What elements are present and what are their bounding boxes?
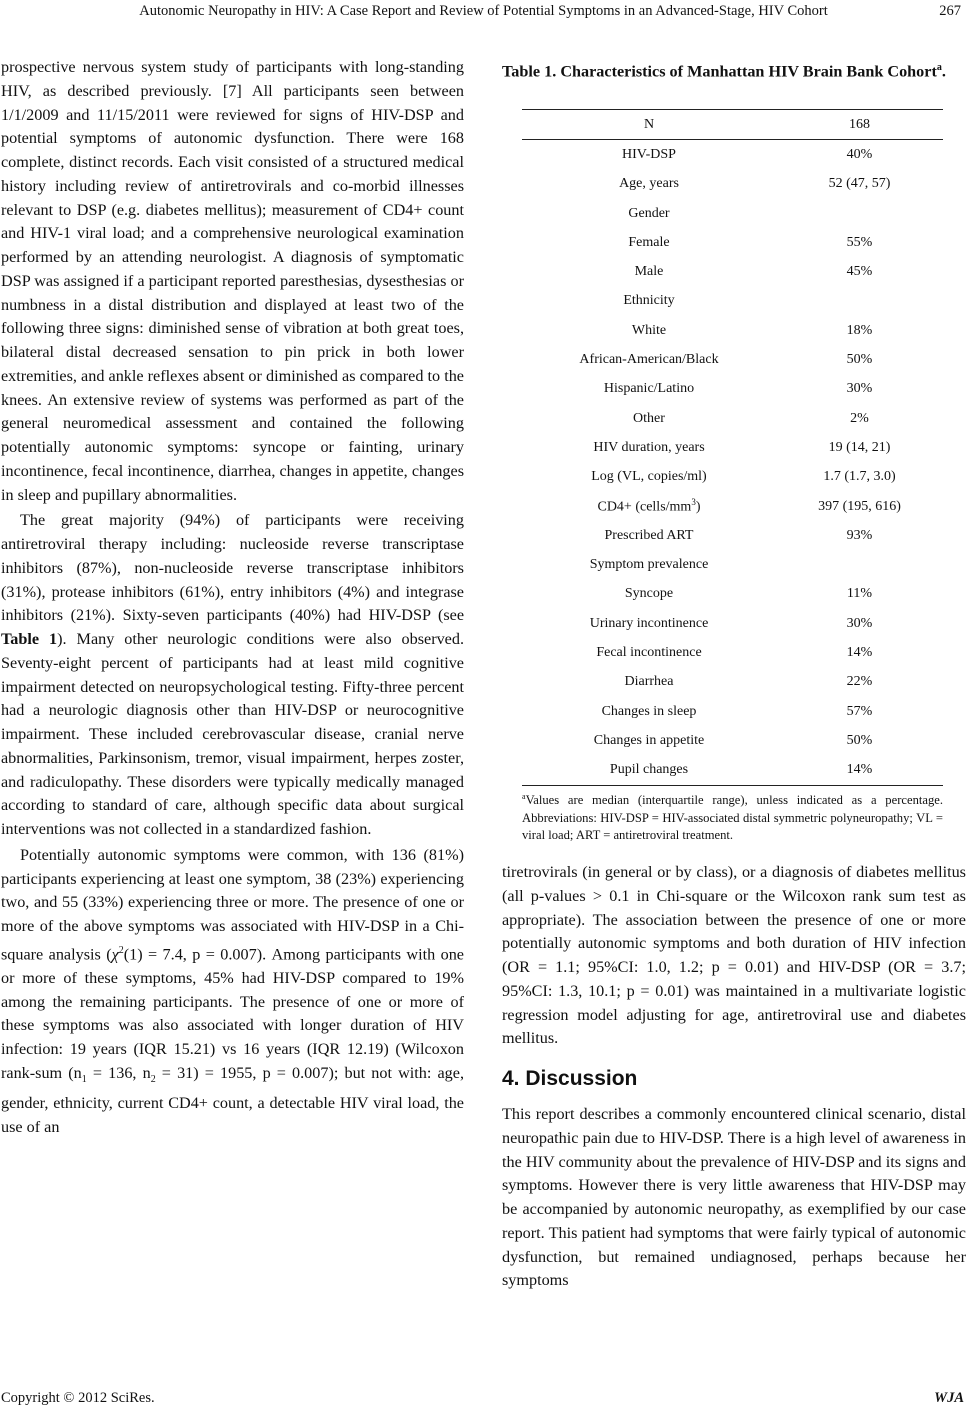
table-reference-link[interactable]: Table 1 [1,630,58,648]
table-row [522,638,943,667]
symptoms-text-d: = 31) = 1955, p = 0.007); but not with: age, gender, ethnicity, current CD4+ count, a detectable HIV viral load, the use of an [1,1063,464,1136]
table-label-cell: Syncope [624,586,674,602]
table-row [522,257,943,286]
table-row [522,433,943,462]
symptoms-text-a: Potentially autonomic symptoms were common, with 136 (81%) participants experiencing at least one symptom, 38 (23%) experiencing two, and 55 (33%) experiencing three or more. The presence of one or more of the above symptoms was associated with HIV-DSP in a Chi-square analysis ( [1,845,464,964]
table-label-cell: Changes in appetite [593,732,705,748]
paragraph-methods: prospective nervous system study of participants with long-standing HIV, as described previously. [7] All participants seen between 1/1/2009 and 11/15/2011 were reviewed for signs of HIV-DSP and potential symptoms of autonomic dysfunction. There were 168 complete, distinct records. Each visit consisted of a structured medical history including review of antiretrovirals and co-morbid illnesses relevant to DSP (e.g. diabetes mellitus); measurement of CD4+ count and HIV-1 viral load; and a comprehensive neurological examination performed by an attending neurologist. A diagnosis of symptomatic DSP was assigned if a participant reported paresthesias, dysesthesias or numbness in a distal distribution and displayed at least two of the following three signs: diminished sense of vibration at both great toes, bilateral distal decreased sensation to pin prick in both lower extremities, and ankle reflexes absent or diminished as compared to the knees. An extensive review of systems was performed as part of the general neuromedical assessment and contained the following potentially autonomic symptoms: syncope or fainting, urinary incontinence, fecal incontinence, diarrhea, changes in appetite, changes in sleep and pupillary abnormalities. [1,58,464,504]
table-value-cell [776,550,943,579]
footnote-text: Values are median (interquartile range), unless indicated as a percentage. Abbreviations: HIV-DSP = HIV-associated distal symmetric polyneuropathy; VL = viral load; ART = antiretroviral treatment. [522,793,943,843]
running-title: Autonomic Neuropathy in HIV: A Case Report and Review of Potential Symptoms in an Advanced-Stage, HIV Cohort [139,3,828,19]
footer-journal: WJA [934,1390,964,1406]
table-label-cell: Pupil changes [522,756,776,786]
table-row [522,345,943,374]
table-label-cell: Other [633,410,665,426]
table-value-cell: 11% [846,586,873,602]
table-value-cell: 52 (47, 57) [828,176,891,192]
table-value-cell: 14% [846,644,873,660]
table-label-cell: African-American/Black [579,352,719,368]
table-label-cell: Female [628,234,670,250]
table-value-cell: 1.7 (1.7, 3.0) [823,469,896,485]
symptoms-text-c: = 136, n [86,1063,151,1082]
table-row [522,228,943,257]
table-value-cell: 50% [846,352,873,368]
table-value-cell: 397 (195, 616) [818,498,901,514]
treatment-text-rest: ). Many other neurologic conditions were also observed. Seventy-eight percent of participants had at least mild cognitive impairment detected on neuropsychological testing. Fifty-three percent had a neurologic diagnosis other than HIV-DSP or neurocognitive impairment. These included cerebrovascular disease, cranial nerve abnormalities, Parkinsonism, tremor, visual impairment, herpes zoster, and radiculopathy. These disorders were typically medically managed according to standard of care, although specific data about surgical interventions was not collected in a standardized fashion. [1,630,465,838]
table-row [522,609,943,638]
table-value-cell: 55% [846,234,873,250]
table-value-cell: 22% [846,674,873,690]
table-row [522,375,943,404]
table-row [522,140,943,170]
table-label-cell: HIV-DSP [622,146,676,162]
table-row [522,287,943,316]
table-label-cell: Fecal incontinence [596,644,702,660]
table-label-cell: Symptom prevalence [589,557,709,573]
table-value-cell: 14% [776,756,943,786]
paragraph-treatment [1,509,464,842]
table-value-cell: 45% [846,264,873,280]
table-value-cell: 2% [850,410,869,426]
paragraph-results-continued: tiretrovirals (in general or by class), or a diagnosis of diabetes mellitus (all p-values > 0.1 in Chi-square or the Wilcoxon rank sum test as appropriate). The association between the presence of one or more potentially autonomic symptoms and both duration of HIV infection (OR = 1.1; 95%CI: 1.0, 1.2; p = 0.01) and HIV-DSP (OR = 3.7; 95%CI: 1.3, 10.1; p = 0.01) was maintained in a multivariate logistic regression model adjusting for age, antiretroviral use and diabetes mellitus. [502,863,966,1048]
table-label-cell: Prescribed ART [604,527,694,543]
cd4-label-end: ) [695,499,701,515]
table-value-cell: 19 (14, 21) [828,439,891,455]
section-heading-discussion: 4. Discussion [502,1067,638,1090]
table-value-cell: 18% [846,322,873,338]
right-column [502,861,966,1293]
table-label-cell: Diarrhea [624,674,674,690]
symptoms-text-b: (1) = 7.4, p = 0.007). Among participants with one or more of these symptoms, 45% had HIV-DSP compared to 19% among the remaining participants. The presence of one or more of these symptoms was also associated with longer duration of HIV infection: 19 years (IQR 15.21) vs 16 years (IQR 12.19) (Wilcoxon rank-sum (n [1,945,464,1082]
table-footnote [522,788,943,845]
table-row [522,550,943,579]
table-row [522,668,943,697]
table-label-cell: Hispanic/Latino [603,381,695,397]
table-label-cell: HIV duration, years [593,439,705,455]
table-value-cell [776,287,943,316]
table-container [522,109,943,786]
table-row [522,404,943,433]
table-header-row [522,110,943,140]
table-row [522,697,943,726]
table-row [522,756,943,786]
n1-subscript: 1 [81,1074,87,1086]
table-row [522,580,943,609]
table-value-cell: 30% [846,381,873,397]
table-value-cell: 93% [846,527,873,543]
cd4-label: CD4+ (cells/mm [597,499,692,515]
table-row [522,170,943,199]
chi-superscript: 2 [118,944,124,956]
table-value-cell [776,199,943,228]
table-label-cell: Male [634,264,664,280]
table-label-cell: Gender [628,205,670,221]
table-caption [502,56,965,83]
footer-copyright: Copyright © 2012 SciRes. [1,1390,155,1406]
table-label-cell [522,492,776,521]
table-label-cell: Age, years [619,176,679,192]
table-value-cell: 57% [846,703,873,719]
running-header [0,0,967,22]
table-caption-sup: a [936,62,942,73]
table-header-cell: N [522,110,776,140]
paragraph-symptoms [1,844,464,1140]
characteristics-table [522,109,943,786]
table-row [522,316,943,345]
table-header-cell: 168 [776,110,943,140]
footnote-marker: a [522,792,526,801]
table-row [522,521,943,550]
left-column [1,56,464,1139]
table-label-cell: White [631,322,667,338]
cd4-superscript: 3 [691,497,696,508]
paragraph-discussion: This report describes a commonly encountered clinical scenario, distal neuropathic pain due to HIV-DSP. There is a high level of awareness in the HIV community about the prevalence of HIV-DSP and its signs and symptoms. However there is very little awareness that HIV-DSP may be accompanied by autonomic neuropathy, as exemplified by our case report. This patient had symptoms that were fairly typical of autonomic dysfunction, but remained undiagnosed, perhaps because her symptoms [502,1105,966,1290]
table-label-cell: Urinary incontinence [589,615,709,631]
table-row [522,463,943,492]
table-caption-text: Table 1. Characteristics of Manhattan HIV Brain Bank Cohort [502,62,937,81]
table-label-cell: Log (VL, copies/ml) [591,469,707,485]
table-row [522,492,943,521]
table-label-cell: Changes in sleep [601,703,697,719]
treatment-text: The great majority (94%) of participants were receiving antiretroviral therapy including: nucleoside reverse transcriptase inhibitors (87%), non-nucleoside reverse transcriptase inhibitors (31%), protease inhibitors (61%), entry inhibitors (4%) and integrase inhibitors (21%). Sixty-seven participants (40%) had HIV-DSP (see [1,511,464,625]
table-label-cell: Ethnicity [623,293,675,309]
chi-symbol: χ [111,945,119,964]
table-row [522,726,943,755]
table-row [522,199,943,228]
table-value-cell: 30% [846,615,873,631]
table-caption-end: . [941,62,946,81]
table-value-cell: 50% [846,732,873,748]
n2-subscript: 2 [150,1074,156,1086]
page-number: 267 [939,3,961,19]
table-value-cell: 40% [846,146,873,162]
